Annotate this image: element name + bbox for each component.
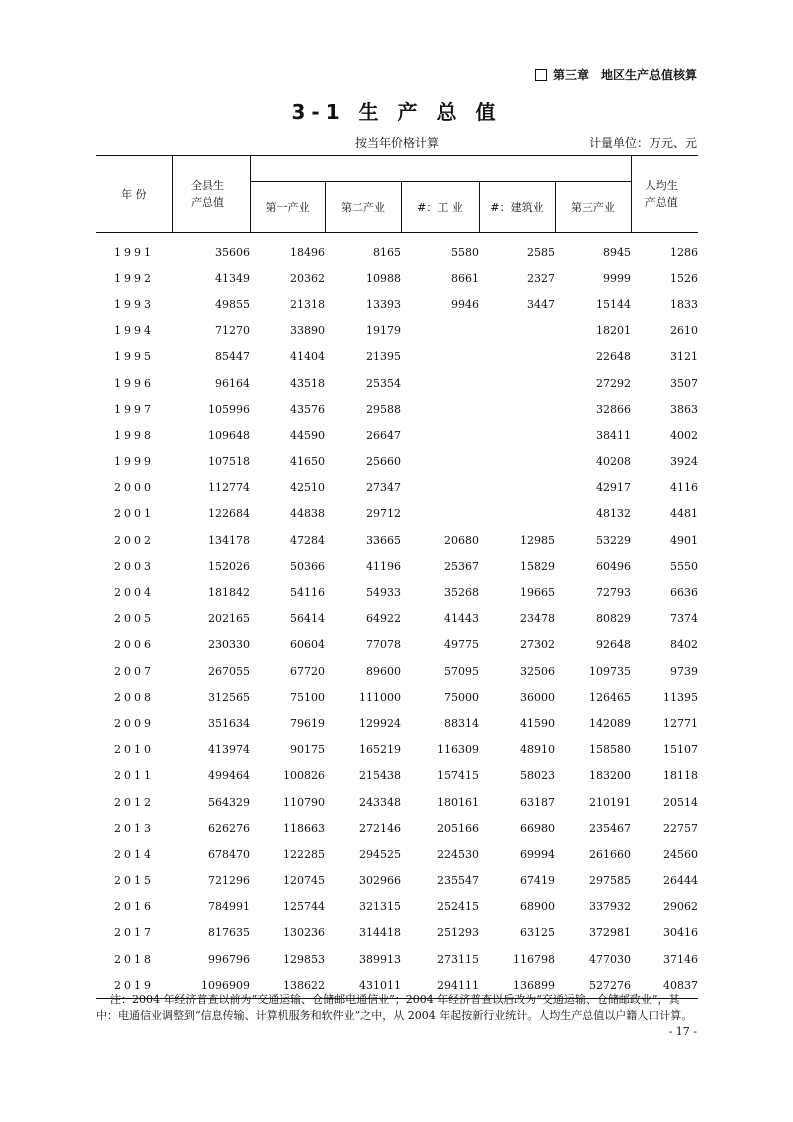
- value-cell: [401, 344, 479, 370]
- year-cell: 1995: [114, 350, 154, 364]
- value-cell: 129924: [359, 716, 401, 730]
- value-cell: 57095: [444, 664, 479, 678]
- year-cell: 1996: [114, 376, 154, 390]
- value-cell: [401, 475, 479, 501]
- value-cell: 20362: [290, 271, 325, 285]
- year-cell: 1994: [114, 324, 154, 338]
- value-cell: 29712: [366, 507, 401, 521]
- table-row: [96, 658, 698, 684]
- value-cell: 36000: [520, 690, 555, 704]
- value-cell: 273115: [437, 952, 479, 966]
- value-cell: 109735: [589, 664, 631, 678]
- value-cell: 66980: [520, 821, 555, 835]
- value-cell: 71270: [215, 324, 250, 338]
- table-row: [96, 710, 698, 736]
- value-cell: 116309: [437, 743, 479, 757]
- value-cell: 125744: [283, 900, 325, 914]
- value-cell: [401, 396, 479, 422]
- value-cell: 130236: [283, 926, 325, 940]
- value-cell: 41196: [366, 559, 401, 573]
- table-row: [96, 868, 698, 894]
- value-cell: 19179: [366, 324, 401, 338]
- value-cell: 294111: [401, 972, 479, 999]
- value-cell: 69994: [520, 847, 555, 861]
- table-row: [96, 291, 698, 317]
- value-cell: 337932: [589, 900, 631, 914]
- value-cell: 2610: [670, 324, 698, 338]
- value-cell: 25367: [444, 559, 479, 573]
- value-cell: 215438: [359, 769, 401, 783]
- value-cell: 9739: [670, 664, 698, 678]
- value-cell: 18496: [290, 245, 325, 259]
- value-cell: 54933: [366, 586, 401, 600]
- value-cell: 129853: [283, 952, 325, 966]
- value-cell: 302966: [359, 874, 401, 888]
- year-cell: 2017: [114, 926, 154, 940]
- value-cell: 3447: [527, 297, 555, 311]
- value-cell: 15829: [520, 559, 555, 573]
- value-cell: 251293: [437, 926, 479, 940]
- year-cell: 2006: [114, 638, 154, 652]
- value-cell: 41404: [290, 350, 325, 364]
- value-cell: 120745: [283, 874, 325, 888]
- value-cell: 35606: [215, 245, 250, 259]
- table-row: [96, 789, 698, 815]
- year-cell: 2016: [114, 900, 154, 914]
- value-cell: 18201: [596, 324, 631, 338]
- year-cell: 2014: [114, 847, 154, 861]
- value-cell: 25354: [366, 376, 401, 390]
- table-row: [96, 632, 698, 658]
- value-cell: 80829: [596, 612, 631, 626]
- value-cell: 527276: [555, 972, 631, 999]
- chapter-header: [535, 66, 697, 83]
- value-cell: 294525: [359, 847, 401, 861]
- value-cell: 112774: [208, 481, 250, 495]
- value-cell: 261660: [589, 847, 631, 861]
- table-row: [96, 265, 698, 291]
- year-cell: 2015: [114, 874, 154, 888]
- value-cell: 64922: [366, 612, 401, 626]
- value-cell: 312565: [208, 690, 250, 704]
- table-row: [96, 815, 698, 841]
- value-cell: 18118: [663, 769, 698, 783]
- value-cell: 67720: [290, 664, 325, 678]
- value-cell: 235467: [589, 821, 631, 835]
- year-cell: 2002: [114, 533, 154, 547]
- value-cell: 3924: [670, 455, 698, 469]
- table-row: [96, 763, 698, 789]
- value-cell: 4116: [670, 481, 698, 495]
- table-row: [96, 684, 698, 710]
- value-cell: 243348: [359, 795, 401, 809]
- value-cell: 41349: [215, 271, 250, 285]
- value-cell: 158580: [589, 743, 631, 757]
- value-cell: 996796: [208, 952, 250, 966]
- value-cell: 42917: [596, 481, 631, 495]
- value-cell: 54116: [290, 586, 325, 600]
- table-header: [96, 156, 698, 233]
- value-cell: 2585: [527, 245, 555, 259]
- value-cell: 122684: [208, 507, 250, 521]
- unit-label: 计量单位：万元、元: [588, 136, 697, 150]
- value-cell: 38411: [596, 428, 631, 442]
- year-cell: 2012: [114, 795, 154, 809]
- col-tertiary: 第三产业: [555, 182, 631, 233]
- table-row: [96, 233, 698, 266]
- table-row: [96, 318, 698, 344]
- value-cell: 230330: [208, 638, 250, 652]
- value-cell: 30416: [663, 926, 698, 940]
- value-cell: 314418: [359, 926, 401, 940]
- value-cell: 63125: [520, 926, 555, 940]
- col-total: [172, 156, 250, 233]
- value-cell: 5580: [451, 245, 479, 259]
- value-cell: [401, 449, 479, 475]
- value-cell: 29588: [366, 402, 401, 416]
- value-cell: 817635: [208, 926, 250, 940]
- year-cell: 1997: [114, 402, 154, 416]
- value-cell: 88314: [444, 716, 479, 730]
- value-cell: 92648: [596, 638, 631, 652]
- value-cell: 372981: [589, 926, 631, 940]
- value-cell: 26444: [663, 874, 698, 888]
- value-cell: 3863: [670, 402, 698, 416]
- value-cell: 4901: [670, 533, 698, 547]
- value-cell: 626276: [208, 821, 250, 835]
- value-cell: 77078: [366, 638, 401, 652]
- value-cell: 2327: [527, 271, 555, 285]
- table-row: [96, 841, 698, 867]
- value-cell: 19665: [520, 586, 555, 600]
- value-cell: 43576: [290, 402, 325, 416]
- value-cell: [401, 422, 479, 448]
- value-cell: 22757: [663, 821, 698, 835]
- value-cell: 25660: [366, 455, 401, 469]
- year-cell: 1998: [114, 428, 154, 442]
- value-cell: 49855: [215, 297, 250, 311]
- value-cell: 43518: [290, 376, 325, 390]
- gdp-table: [96, 155, 698, 999]
- table-row: [96, 920, 698, 946]
- year-cell: 2005: [114, 612, 154, 626]
- year-cell: 2011: [114, 769, 154, 783]
- value-cell: 3507: [670, 376, 698, 390]
- value-cell: 136899: [479, 972, 555, 999]
- value-cell: 267055: [208, 664, 250, 678]
- value-cell: 5550: [670, 559, 698, 573]
- value-cell: 111000: [359, 690, 401, 704]
- value-cell: 12771: [663, 716, 698, 730]
- value-cell: 27347: [366, 481, 401, 495]
- year-cell: 1991: [114, 245, 154, 259]
- value-cell: 6636: [670, 586, 698, 600]
- value-cell: 11395: [663, 690, 698, 704]
- value-cell: 107518: [208, 455, 250, 469]
- year-cell: 2013: [114, 821, 154, 835]
- year-cell: 2010: [114, 743, 154, 757]
- value-cell: [401, 501, 479, 527]
- value-cell: 181842: [208, 586, 250, 600]
- value-cell: 48910: [520, 743, 555, 757]
- value-cell: 134178: [208, 533, 250, 547]
- value-cell: 297585: [589, 874, 631, 888]
- value-cell: 96164: [215, 376, 250, 390]
- value-cell: 13393: [366, 297, 401, 311]
- value-cell: 1096909: [172, 972, 250, 999]
- table-row: [96, 370, 698, 396]
- value-cell: 24560: [663, 847, 698, 861]
- value-cell: 122285: [283, 847, 325, 861]
- value-cell: 42510: [290, 481, 325, 495]
- value-cell: [401, 318, 479, 344]
- value-cell: 85447: [215, 350, 250, 364]
- value-cell: 477030: [589, 952, 631, 966]
- value-cell: 499464: [208, 769, 250, 783]
- value-cell: 41650: [290, 455, 325, 469]
- page-number: - 17 -: [668, 1025, 697, 1038]
- table-row: [96, 894, 698, 920]
- value-cell: 32866: [596, 402, 631, 416]
- value-cell: [479, 318, 555, 344]
- value-cell: 49775: [444, 638, 479, 652]
- value-cell: 4002: [670, 428, 698, 442]
- value-cell: 431011: [325, 972, 401, 999]
- value-cell: 165219: [359, 743, 401, 757]
- value-cell: 41590: [520, 716, 555, 730]
- col-year: 年 份: [121, 187, 147, 201]
- table-row: [96, 501, 698, 527]
- value-cell: 48132: [596, 507, 631, 521]
- value-cell: 27302: [520, 638, 555, 652]
- col-group-spacer: [250, 156, 631, 182]
- value-cell: 9999: [603, 271, 631, 285]
- table-row: [96, 553, 698, 579]
- value-cell: 389913: [359, 952, 401, 966]
- table-row: [96, 475, 698, 501]
- value-cell: [479, 396, 555, 422]
- col-secondary: 第二产业: [325, 182, 401, 233]
- value-cell: [479, 475, 555, 501]
- value-cell: 72793: [596, 586, 631, 600]
- value-cell: 53229: [596, 533, 631, 547]
- value-cell: 22648: [596, 350, 631, 364]
- value-cell: 79619: [290, 716, 325, 730]
- value-cell: 252415: [437, 900, 479, 914]
- col-total-label: 全县生产总值: [191, 179, 224, 209]
- value-cell: 205166: [437, 821, 479, 835]
- value-cell: 12985: [520, 533, 555, 547]
- value-cell: 8661: [451, 271, 479, 285]
- value-cell: 202165: [208, 612, 250, 626]
- value-cell: 10988: [366, 271, 401, 285]
- footnote: 注：2004 年经济普查以前为“交通运输、仓储邮电通信业”；2004 年经济普查以后改为“交通运输、仓储邮政业”，其中：电通信业调整到“信息传输、计算机服务和软件业”之中，从 2004 年起按新行业统计。人均生产总值以户籍人口计算。: [96, 993, 693, 1022]
- value-cell: [479, 501, 555, 527]
- value-cell: 109648: [208, 428, 250, 442]
- table-row: [96, 449, 698, 475]
- value-cell: 180161: [437, 795, 479, 809]
- value-cell: 564329: [208, 795, 250, 809]
- value-cell: 1286: [670, 245, 698, 259]
- value-cell: 20680: [444, 533, 479, 547]
- value-cell: 351634: [208, 716, 250, 730]
- value-cell: 784991: [208, 900, 250, 914]
- value-cell: 9946: [451, 297, 479, 311]
- value-cell: 20514: [663, 795, 698, 809]
- value-cell: 126465: [589, 690, 631, 704]
- value-cell: 40208: [596, 455, 631, 469]
- value-cell: 8165: [373, 245, 401, 259]
- year-cell: 2003: [114, 559, 154, 573]
- value-cell: 75000: [444, 690, 479, 704]
- value-cell: 678470: [208, 847, 250, 861]
- value-cell: [479, 449, 555, 475]
- square-icon: [535, 69, 547, 81]
- value-cell: 23478: [520, 612, 555, 626]
- value-cell: 60604: [290, 638, 325, 652]
- value-cell: 15107: [663, 743, 698, 757]
- value-cell: 210191: [589, 795, 631, 809]
- price-basis: 按当年价格计算: [355, 136, 440, 150]
- col-primary: 第一产业: [250, 182, 325, 233]
- chapter-label: 第三章 地区生产总值核算: [552, 68, 697, 82]
- value-cell: 321315: [359, 900, 401, 914]
- value-cell: 41443: [444, 612, 479, 626]
- value-cell: 68900: [520, 900, 555, 914]
- value-cell: 75100: [290, 690, 325, 704]
- value-cell: 44590: [290, 428, 325, 442]
- year-cell: 2019: [96, 972, 172, 999]
- year-cell: 2004: [114, 586, 154, 600]
- table-row: [96, 344, 698, 370]
- value-cell: 33665: [366, 533, 401, 547]
- value-cell: 15144: [596, 297, 631, 311]
- table-body: [96, 233, 698, 999]
- value-cell: 58023: [520, 769, 555, 783]
- value-cell: 8945: [603, 245, 631, 259]
- table-row: [96, 737, 698, 763]
- value-cell: 1833: [670, 297, 698, 311]
- year-cell: 1993: [114, 297, 154, 311]
- value-cell: [479, 370, 555, 396]
- year-cell: 2018: [114, 952, 154, 966]
- value-cell: 157415: [437, 769, 479, 783]
- value-cell: 118663: [283, 821, 325, 835]
- value-cell: 272146: [359, 821, 401, 835]
- table-row: [96, 606, 698, 632]
- col-industry: #：工 业: [401, 182, 479, 233]
- value-cell: 32506: [520, 664, 555, 678]
- value-cell: 56414: [290, 612, 325, 626]
- col-percapita-label: 人均生产总值: [644, 179, 678, 209]
- value-cell: 27292: [596, 376, 631, 390]
- year-cell: 2009: [114, 716, 154, 730]
- value-cell: 21318: [290, 297, 325, 311]
- year-cell: 2008: [114, 690, 154, 704]
- value-cell: 142089: [589, 716, 631, 730]
- value-cell: 44838: [290, 507, 325, 521]
- value-cell: 413974: [208, 743, 250, 757]
- year-cell: 2000: [114, 481, 154, 495]
- value-cell: 26647: [366, 428, 401, 442]
- table-row: [96, 946, 698, 972]
- value-cell: 35268: [444, 586, 479, 600]
- table-row: [96, 579, 698, 605]
- col-construction: #：建筑业: [479, 182, 555, 233]
- table-row: [96, 396, 698, 422]
- value-cell: 8402: [670, 638, 698, 652]
- value-cell: 47284: [290, 533, 325, 547]
- year-cell: 1999: [114, 455, 154, 469]
- value-cell: 7374: [670, 612, 698, 626]
- value-cell: 721296: [208, 874, 250, 888]
- value-cell: 152026: [208, 559, 250, 573]
- year-cell: 2007: [114, 664, 154, 678]
- value-cell: 1526: [670, 271, 698, 285]
- value-cell: 33890: [290, 324, 325, 338]
- value-cell: 3121: [670, 350, 698, 364]
- value-cell: 235547: [437, 874, 479, 888]
- value-cell: 183200: [589, 769, 631, 783]
- value-cell: 40837: [631, 972, 698, 999]
- value-cell: 105996: [208, 402, 250, 416]
- year-cell: 2001: [114, 507, 154, 521]
- value-cell: 63187: [520, 795, 555, 809]
- value-cell: 60496: [596, 559, 631, 573]
- value-cell: [479, 344, 555, 370]
- value-cell: 110790: [283, 795, 325, 809]
- value-cell: 100826: [283, 769, 325, 783]
- value-cell: 90175: [290, 743, 325, 757]
- table-row: [96, 527, 698, 553]
- value-cell: [479, 422, 555, 448]
- value-cell: 67419: [520, 874, 555, 888]
- value-cell: 50366: [290, 559, 325, 573]
- table-row: [96, 422, 698, 448]
- col-percapita: [631, 156, 698, 233]
- value-cell: 4481: [670, 507, 698, 521]
- value-cell: 89600: [366, 664, 401, 678]
- value-cell: 29062: [663, 900, 698, 914]
- value-cell: 116798: [513, 952, 555, 966]
- value-cell: 37146: [663, 952, 698, 966]
- value-cell: 138622: [250, 972, 325, 999]
- page-title: 3-1 生 产 总 值: [291, 100, 502, 124]
- value-cell: 224530: [437, 847, 479, 861]
- year-cell: 1992: [114, 271, 154, 285]
- value-cell: [401, 370, 479, 396]
- value-cell: 21395: [366, 350, 401, 364]
